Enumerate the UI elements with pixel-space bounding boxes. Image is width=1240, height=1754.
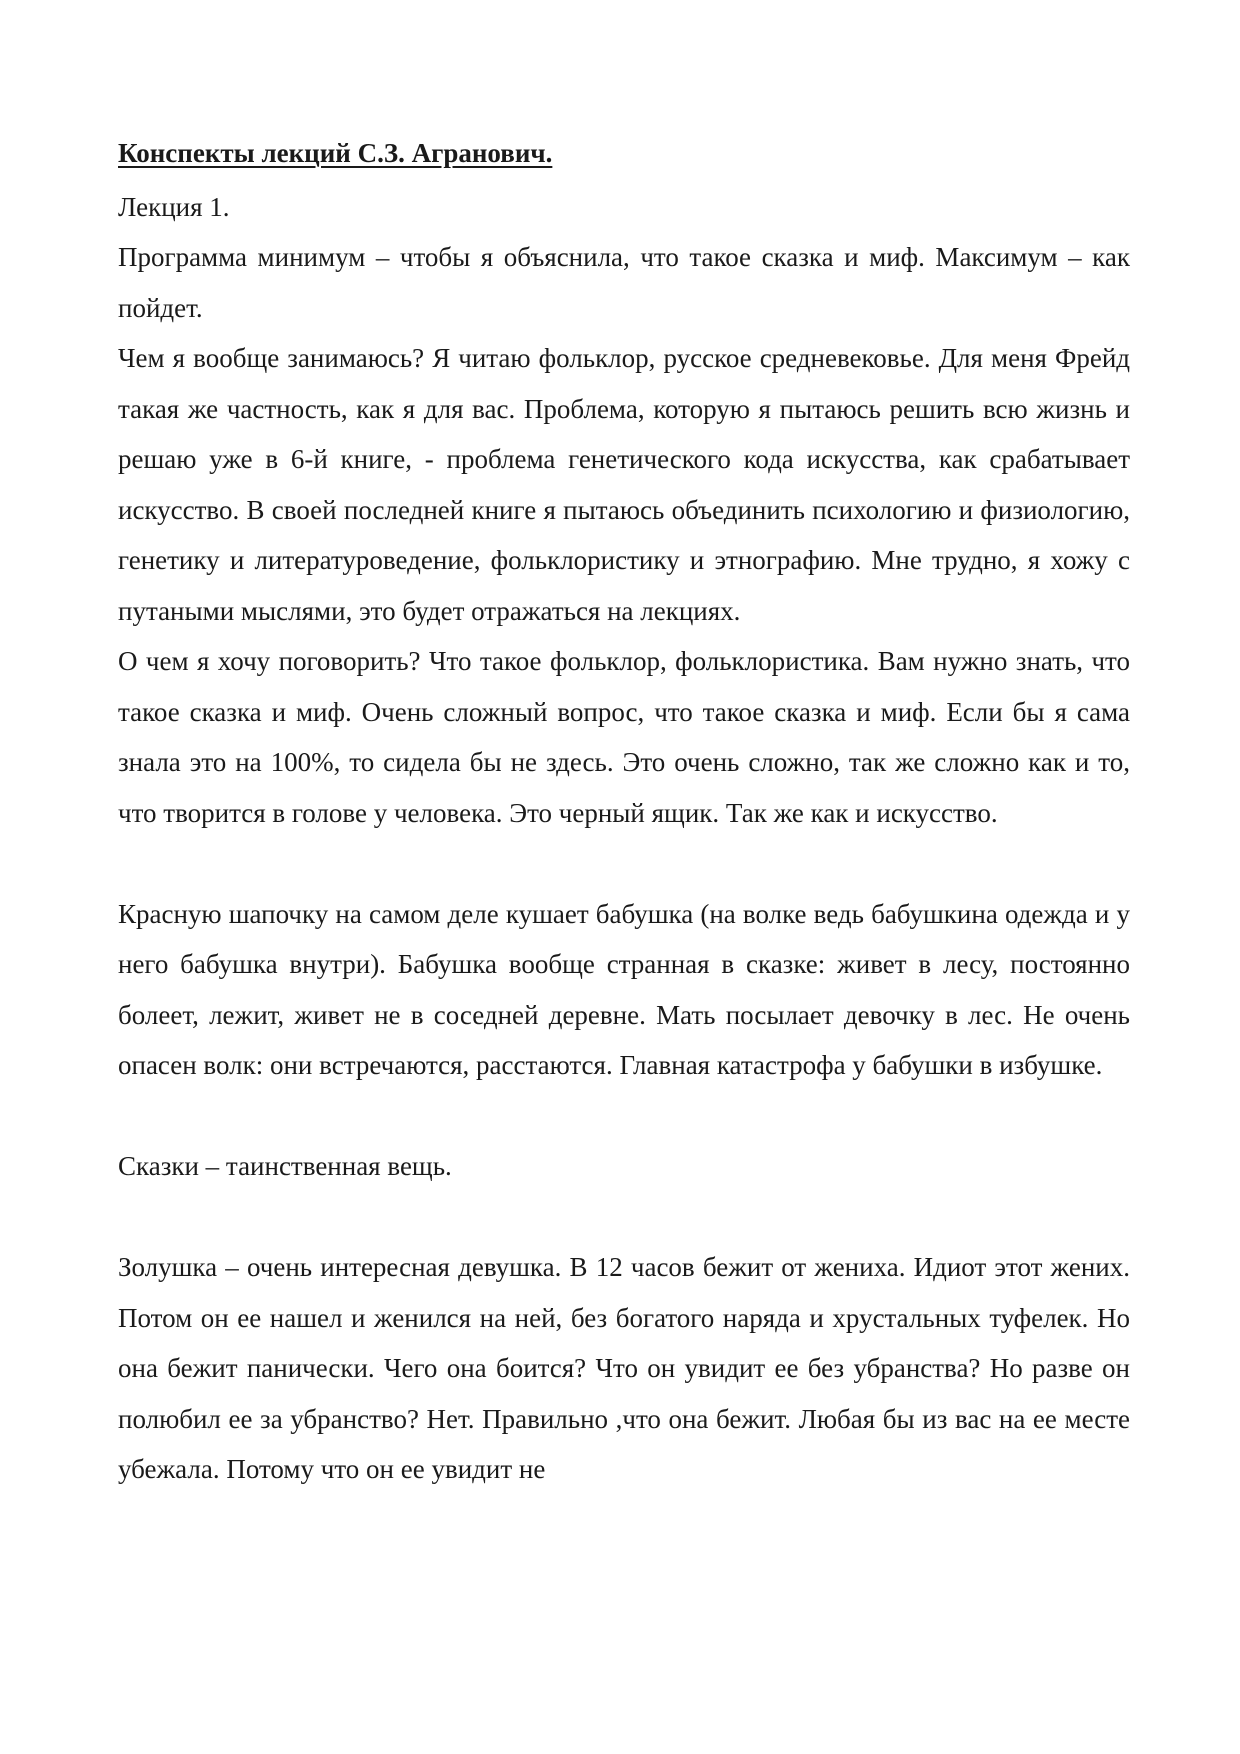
- paragraph-spacer: [118, 1192, 1130, 1243]
- paragraph-spacer: [118, 1091, 1130, 1142]
- paragraph-research: Чем я вообще занимаюсь? Я читаю фольклор, русское средневековье. Для меня Фрейд такая же частность, как я для вас. Проблема, которую я пытаюсь решить всю жизнь и решаю уже в 6-й книге, - проблема генетического кода искусства, как срабатывает искусство. В своей последней книге я пытаюсь объединить психологию и физиологию, генетику и литературоведение, фольклористику и этнографию. Мне трудно, я хожу с путаными мыслями, это будет отражаться на лекциях.: [118, 343, 1130, 626]
- paragraph-red-riding-hood: Красную шапочку на самом деле кушает бабушка (на волке ведь бабушкина одежда и у него бабушка внутри). Бабушка вообще странная в сказке: живет в лесу, постоянно болеет, лежит, живет не в соседней деревне. Мать посылает девочку в лес. Не очень опасен волк: они встречаются, расстаются. Главная катастрофа у бабушки в избушке.: [118, 898, 1130, 1080]
- paragraph-cinderella: Золушка – очень интересная девушка. В 12 часов бежит от жениха. Идиот этот жених. Потом он ее нашел и женился на ней, без богатого наряда и хрустальных туфелек. Но она бежит панически. Чего она боится? Что он увидит ее без убранства? Но разве он полюбил ее за убранство? Нет. Правильно ,что она бежит. Любая бы из вас на ее месте убежала. Потому что он ее увидит не: [118, 1252, 1130, 1484]
- document-body: [118, 128, 1130, 1495]
- document-title: Конспекты лекций С.З. Агранович.: [118, 138, 553, 168]
- lecture-label: Лекция 1.: [118, 191, 230, 222]
- paragraph-program: Программа минимум – чтобы я объяснила, что такое сказка и миф. Максимум – как пойдет.: [118, 242, 1130, 323]
- paragraph-fairy-tales: Сказки – таинственная вещь.: [118, 1151, 452, 1181]
- paragraph-spacer: [118, 838, 1130, 889]
- paragraph-folklore: О чем я хочу поговорить? Что такое фольклор, фольклористика. Вам нужно знать, что такое сказка и миф. Очень сложный вопрос, что такое сказка и миф. Если бы я сама знала это на 100%, то сидела бы не здесь. Это очень сложно, так же сложно как и то, что творится в голове у человека. Это черный ящик. Так же как и искусство.: [118, 646, 1130, 828]
